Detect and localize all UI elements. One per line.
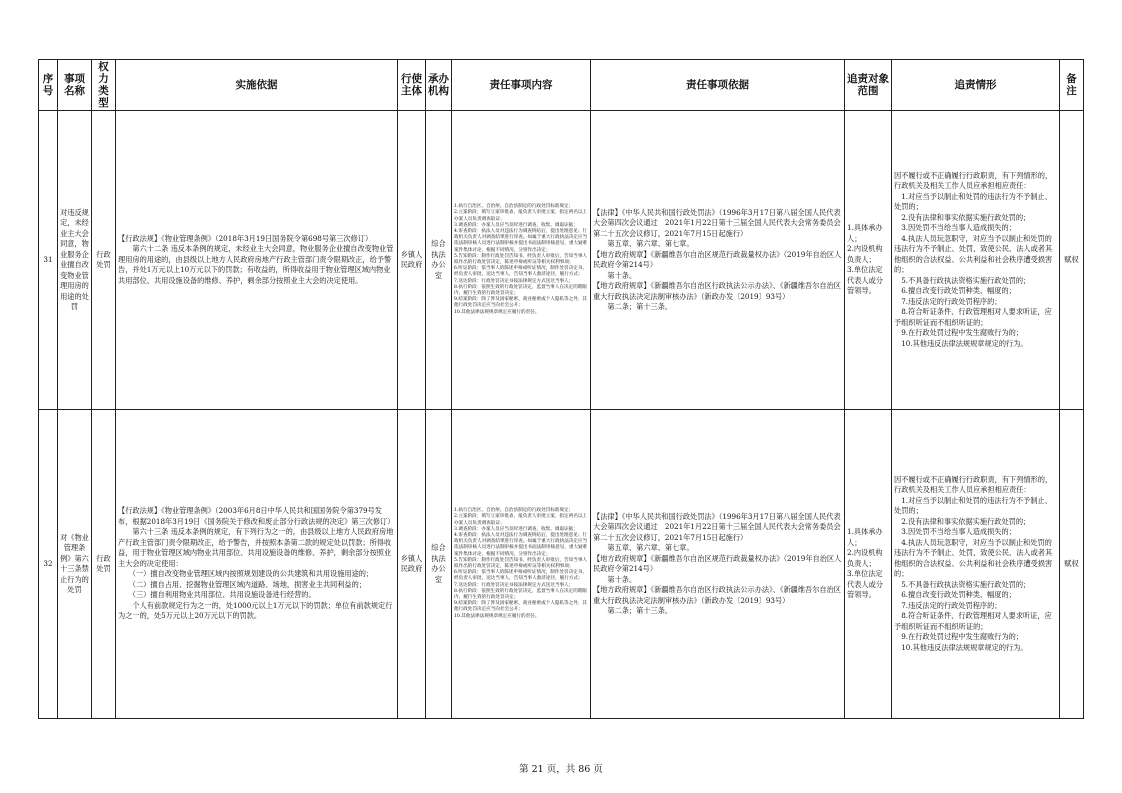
- header-subject: 行使主体: [398, 60, 426, 111]
- cell-subject: 乡镇人民政府: [398, 410, 426, 719]
- cell-resp-content: 1.执行自治区、自治州、自治县制定的行政处罚标准规定； 2.立案阶段：填写立案审批表，报负责人审批立案，指定两名以上办案人员负责调查取证； 3.调查阶段：办案人员应当及时进行调查，收集、调取证据； 4.审查阶段：执法人员对违法行为调查终结后，提出处理意见；行政机关负责人对调查结果进行审查。如属于重大行政执法决定应当依法制审核人员进行法制审核并提出书面法制审核意见，重大疑难案件集体讨论，根据不同情况，分别作出决定； 5.告知阶段：制作行政处罚告知书，经负责人审批后，告知当事人拟作出的行政处罚决定，陈述申辩或听证等相关权利事项； 6.听证阶段：依当事人的陈述申辩或听证情况，制作处罚决定书，经负责人审批，送达当事人，告知当事人救济途径，履行方式； 7.送达阶段：行政处罚决定书按法律规定方式送达当事人； 8.执行阶段：依照生效的行政处罚决定，监督当事人在决定的期限内，履行生效的行政处罚决定； 9.结案阶段：除了涉及国家秘密、商业秘密或个人隐私等之外，其他行政处罚决定应当向社会公开； 10.其他法律法规规章规定应履行的责任。: [452, 410, 591, 719]
- cell-subject: 乡镇人民政府: [398, 111, 426, 410]
- cell-remark: 赋权: [1060, 111, 1084, 410]
- header-basis: 实施依据: [116, 60, 398, 111]
- cell-remark: 赋权: [1060, 410, 1084, 719]
- header-resp-content: 责任事项内容: [452, 60, 591, 111]
- cell-seq: 31: [39, 111, 58, 410]
- cell-resp-basis: 【法律】《中华人民共和国行政处罚法》（1996年3月17日第八届全国人民代表大会第四次会议通过 2021年1月22日第十三届全国人民代表大会常务委员会第二十五次会议修订，2021年7月15日起施行） 第五章、第六章、第七章。 【地方政府规章】《新疆维吾尔自治区规范行政裁量权办法》（2019年自治区人民政府令第214号） 第十条。 【地方政府规章】《新疆维吾尔自治区行政执法公示办法》、《新疆维吾尔自治区重大行政执法决定法制审核办法》（新政办发〔2019〕93号） 第二条；第十三条。: [591, 410, 845, 719]
- header-remark: 备注: [1060, 60, 1084, 111]
- cell-item-name: 对违反规定，未经业主大会同意，物业服务企业擅自改变物业管理用房的用途的处罚: [58, 111, 92, 410]
- header-power-type: 权力类型: [92, 60, 116, 111]
- cell-power-type: 行政处罚: [92, 410, 116, 719]
- cell-circumstance: 因不履行或不正确履行行政职责，有下列情形的，行政机关及相关工作人员应承担相应责任： 1.对应当予以制止和处罚的违法行为不予制止、处罚的； 2.没有法律和事实依据实施行政处罚的； 3.因处罚不当给当事人造成损失的； 4.执法人员玩忽职守，对应当予以制止和处罚的违法行为不予制止、处罚，致使公民、法人或者其他组织的合法权益、公共利益和社会秩序遭受损害的； 5.不具备行政执法资格实施行政处罚的； 6.擅自改变行政处罚种类、幅度的； 7.违反法定的行政处罚程序的； 8.符合听证条件、行政管理相对人要求听证，应予组织听证而不组织听证的； 9.在行政处罚过程中发生腐败行为的； 10.其他违反法律法规规章规定的行为。: [892, 410, 1060, 719]
- cell-resp-content: 1.执行自治区、自治州、自治县制定的行政处罚标准规定； 2.立案阶段：填写立案审批表，报负责人审批立案，指定两名以上办案人员负责调查取证； 3.调查阶段：办案人员应当及时进行调查，收集、调取证据； 4.审查阶段：执法人员对违法行为调查终结后，提出处理意见；行政机关负责人对调查结果进行审查。如属于重大行政执法决定应当依法制审核人员进行法制审核并提出书面法制审核意见，重大疑难案件集体讨论，根据不同情况，分别作出决定； 5.告知阶段：制作行政处罚告知书，经负责人审批后，告知当事人拟作出的行政处罚决定，陈述申辩或听证等相关权利事项； 6.听证阶段：依当事人的陈述申辩或听证情况，制作处罚决定书，经负责人审批，送达当事人，告知当事人救济途径，履行方式； 7.送达阶段：行政处罚决定书按法律规定方式送达当事人； 8.执行阶段：依照生效的行政处罚决定，监督当事人在决定的期限内，履行生效的行政处罚决定； 9.结案阶段：除了涉及国家秘密、商业秘密或个人隐私等之外，其他行政处罚决定应当向社会公开； 10.其他法律法规规章规定应履行的责任。: [452, 111, 591, 410]
- header-item-name: 事项名称: [58, 60, 92, 111]
- table-row: [39, 111, 1084, 410]
- cell-resp-basis: 【法律】《中华人民共和国行政处罚法》（1996年3月17日第八届全国人民代表大会第四次会议通过 2021年1月22日第十三届全国人民代表大会常务委员会第二十五次会议修订，2021年7月15日起施行） 第五章、第六章、第七章。 【地方政府规章】《新疆维吾尔自治区规范行政裁量权办法》（2019年自治区人民政府令第214号） 第十条。 【地方政府规章】《新疆维吾尔自治区行政执法公示办法》、《新疆维吾尔自治区重大行政执法决定法制审核办法》（新政办发〔2019〕93号） 第二条；第十三条。: [591, 111, 845, 410]
- header-org: 承办机构: [426, 60, 452, 111]
- page-number: 第 21 页，共 86 页: [519, 764, 603, 775]
- cell-basis: 【行政法规】《物业管理条例》（2018年3月19日国务院令第698号第三次修订） 第六十二条 违反本条例的规定，未经业主大会同意，物业服务企业擅自改变物业管理用房的用途的，由县级以上地方人民政府房地产行政主管部门责令限期改正，给予警告，并处1万元以上10万元以下的罚款；有收益的，所得收益用于物业管理区域内物业共用部位、共用设施设备的维修、养护，剩余部分按照业主大会的决定使用。: [116, 111, 398, 410]
- cell-power-type: 行政处罚: [92, 111, 116, 410]
- header-resp-basis: 责任事项依据: [591, 60, 845, 111]
- responsibility-table: [38, 59, 1084, 719]
- cell-target: 1.具体承办人； 2.内设机构负责人； 3.单位法定代表人或分管领导。: [845, 410, 892, 719]
- cell-org: 综合执法办公室: [426, 111, 452, 410]
- cell-target: 1.具体承办人； 2.内设机构负责人； 3.单位法定代表人或分管领导。: [845, 111, 892, 410]
- header-row: [39, 60, 1084, 111]
- cell-circumstance: 因不履行或不正确履行行政职责，有下列情形的，行政机关及相关工作人员应承担相应责任： 1.对应当予以制止和处罚的违法行为不予制止、处罚的； 2.没有法律和事实依据实施行政处罚的； 3.因处罚不当给当事人造成损失的； 4.执法人员玩忽职守，对应当予以制止和处罚的违法行为不予制止、处罚，致使公民、法人或者其他组织的合法权益、公共利益和社会秩序遭受损害的； 5.不具备行政执法资格实施行政处罚的； 6.擅自改变行政处罚种类、幅度的； 7.违反法定的行政处罚程序的； 8.符合听证条件、行政管理相对人要求听证，应予组织听证而不组织听证的； 9.在行政处罚过程中发生腐败行为的； 10.其他违反法律法规规章规定的行为。: [892, 111, 1060, 410]
- cell-basis: 【行政法规】《物业管理条例》（2003年6月8日中华人民共和国国务院令第379号发布，根据2018年3月19日《国务院关于修改和废止部分行政法规的决定》第三次修订） 第六十三条 违反本条例的规定，有下列行为之一的，由县级以上地方人民政府房地产行政主管部门责令限期改正，给予警告，并按照本条第二款的规定处以罚款；所得收益，用于物业管理区域内物业共用部位、共用设施设备的维修、养护，剩余部分按照业主大会的决定使用： （一）擅自改变物业管理区域内按照规划建设的公共建筑和共用设施用途的； （二）擅自占用、挖掘物业管理区域内道路、场地，损害业主共同利益的； （三）擅自利用物业共用部位、共用设施设备进行经营的。 个人有前款规定行为之一的，处1000元以上1万元以下的罚款；单位有前款规定行为之一的，处5万元以上20万元以下的罚款。: [116, 410, 398, 719]
- header-seq: 序号: [39, 60, 58, 111]
- cell-org: 综合执法办公室: [426, 410, 452, 719]
- header-target: 追责对象范围: [845, 60, 892, 111]
- header-circumstance: 追责情形: [892, 60, 1060, 111]
- cell-seq: 32: [39, 410, 58, 719]
- cell-item-name: 对《物业管理条例》第六十三条禁止行为的处罚: [58, 410, 92, 719]
- table-row: [39, 410, 1084, 719]
